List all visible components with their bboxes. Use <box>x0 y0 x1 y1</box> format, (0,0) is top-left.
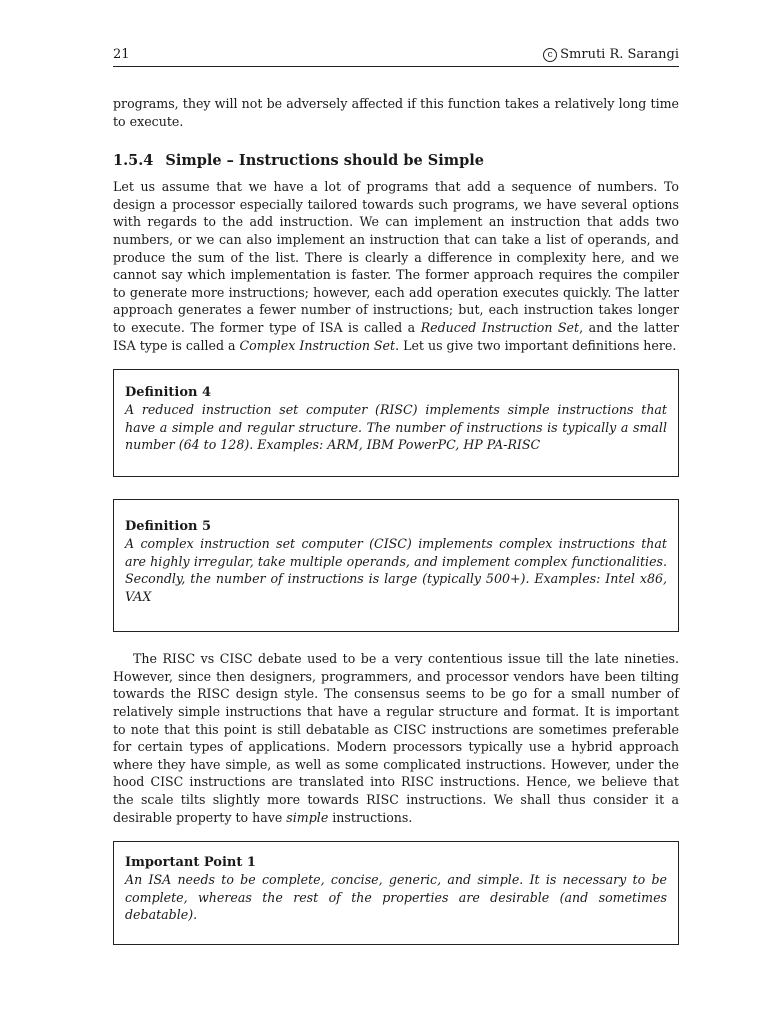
document-page <box>113 46 679 945</box>
definition-5-title: Definition 5 <box>125 518 212 534</box>
definition-4-box <box>113 369 679 477</box>
definition-5-box <box>113 499 679 632</box>
debate-text-2: instructions. <box>328 809 413 825</box>
page-number: 21 <box>113 47 130 62</box>
important-point-box <box>113 841 679 945</box>
simple-emphasis: simple <box>286 809 329 825</box>
intro-paragraph <box>113 178 679 354</box>
copyright-icon: c <box>543 48 557 62</box>
intro-text-3: . Let us give two important definitions here. <box>395 337 677 353</box>
continued-paragraph: programs, they will not be adversely affected if this function takes a relatively long time to execute. <box>113 96 679 129</box>
risc-term: Reduced Instruction Set <box>420 319 580 335</box>
running-header <box>113 46 679 67</box>
definition-4-body: A reduced instruction set computer (RISC) implements simple instructions that have a simple and regular structure. The number of instructions is typically a small number (64 to 128). Examples: ARM, IBM PowerPC, HP PA-RISC <box>125 402 667 453</box>
section-heading <box>113 152 679 170</box>
intro-text-1: Let us assume that we have a lot of programs that add a sequence of numbers. To design a processor especially tailored towards such programs, we have several options with regards to the add instruction. We can implement an instruction that adds two numbers, or we can also implement an instruction that can take a list of operands, and produce the sum of the list. There is clearly a difference in complexity here, and we cannot say which implementation is faster. The former approach requires the compiler to generate more instructions; however, each add operation executes quickly. The latter approach generates a fewer number of instructions; but, each instruction takes longer to execute. The former type of ISA is called a <box>113 179 679 335</box>
definition-5-body: A complex instruction set computer (CISC) implements complex instructions that are highly irregular, take multiple operands, and implement complex functionalities. Secondly, the number of instructions is large (typically 500+). Examples: Intel x86, VAX <box>125 535 667 604</box>
important-point-title: Important Point 1 <box>125 855 256 871</box>
cisc-term: Complex Instruction Set <box>239 337 396 353</box>
author-name: Smruti R. Sarangi <box>560 47 679 62</box>
intro-text-2: , and the latter ISA type is called a <box>113 319 679 353</box>
definition-4-title: Definition 4 <box>125 385 212 401</box>
section-number: 1.5.4 <box>113 152 154 170</box>
section-title: Simple – Instructions should be Simple <box>165 152 484 170</box>
debate-text-1: The RISC vs CISC debate used to be a very contentious issue till the late nineties. However, since then designers, programmers, and processor vendors have been tilting towards the RISC design style. The consensus seems to be go for a small number of relatively simple instructions that have a regular structure and format. It is important to note that this point is still debatable as CISC instructions are sometimes preferable for certain types of applications. Modern processors typically use a hybrid approach where they have simple, as well as some complicated instructions. However, under the hood CISC instructions are translated into RISC instructions. Hence, we believe that the scale tilts slightly more towards RISC instructions. We shall thus consider it a desirable property to have <box>113 651 679 825</box>
debate-paragraph <box>113 650 679 826</box>
important-point-body: An ISA needs to be complete, concise, generic, and simple. It is necessary to be complete, whereas the rest of the properties are desirable (and sometimes debatable). <box>125 872 667 923</box>
author-credit <box>543 46 679 64</box>
